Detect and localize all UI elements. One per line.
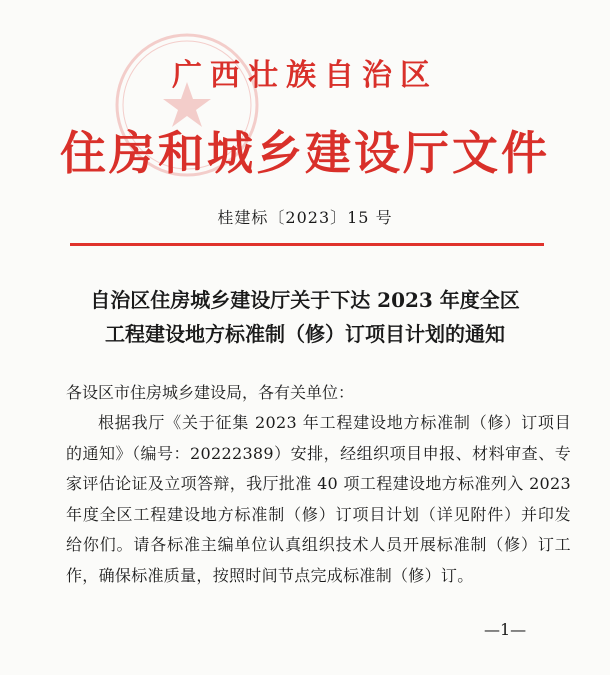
document-title bbox=[40, 283, 570, 351]
body-paragraph: 根据我厅《关于征集 2023 年工程建设地方标准制（修）订项目的通知》（编号：20222389）安排，经组织项目申报、材料审查、专家评估论证及立项答辩，我厅批准 40 项工程建设地方标准列入 2023 年度全区工程建设地方标准制（修）订项目计划（详见附件）并印发给你们。请各标准主编单位认真组织技术人员开展标准制（修）订工作，确保标准质量，按照时间节点完成标准制（修）订。 bbox=[66, 413, 571, 585]
salutation: 各设区市住房城乡建设局，各有关单位： bbox=[66, 383, 355, 402]
title-line-1: 自治区住房城乡建设厅关于下达 2023 年度全区 bbox=[90, 288, 520, 312]
document-number: 桂建标〔2023〕15 号 bbox=[217, 208, 393, 227]
page-number: —1— bbox=[484, 620, 527, 639]
issuer-department: 住房和城乡建设厅文件 bbox=[60, 126, 550, 180]
title-line-2: 工程建设地方标准制（修）订项目计划的通知 bbox=[105, 322, 505, 346]
issuer-region: 广西壮族自治区 bbox=[172, 58, 438, 93]
red-divider-line bbox=[70, 243, 544, 246]
